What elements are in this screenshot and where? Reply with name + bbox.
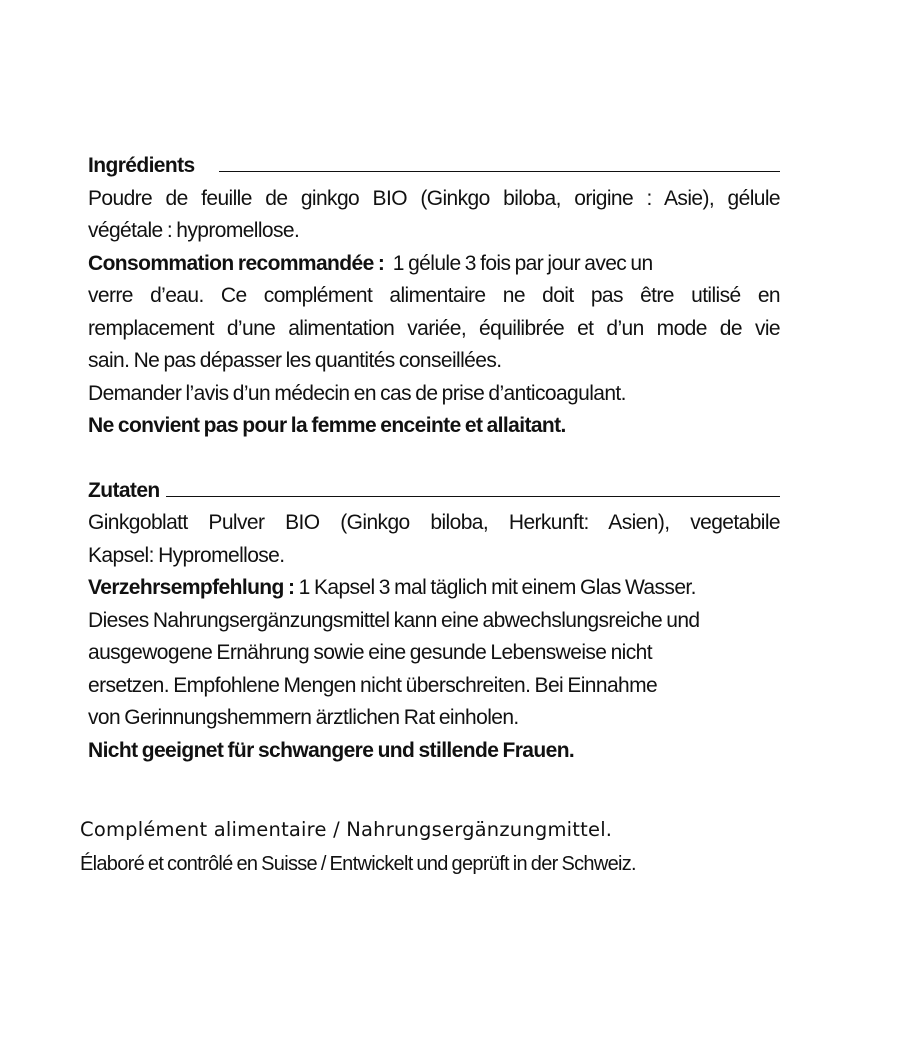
german-usage-label: Verzehrsempfehlung : (88, 576, 295, 599)
german-heading-text: Zutaten (88, 478, 160, 502)
french-heading-rule (219, 171, 780, 172)
label-text-block (88, 150, 780, 767)
german-ingredients-line-2: Kapsel: Hypromellose. (88, 543, 285, 567)
french-usage-line-2: remplacement d’une alimentation variée, équilibrée et d’un mode de vie (88, 316, 780, 340)
section-spacer (88, 443, 780, 475)
french-ingredients-line-2: végétale : hypromellose. (88, 219, 300, 242)
german-usage-first-line (88, 572, 780, 605)
german-warning: Nicht geeignet für schwangere und stillende Frauen. (88, 738, 575, 762)
french-usage-first: 1 gélule 3 fois par jour avec un (392, 251, 653, 275)
german-ingredients-heading (88, 475, 780, 508)
french-usage-line-1: verre d’eau. Ce complément alimentaire ne doit pas être utilisé en (88, 284, 780, 307)
french-usage-first-line (88, 248, 780, 281)
german-ingredients-line-1: Ginkgoblatt Pulver BIO (Ginkgo biloba, Herkunft: Asien), vegetabile (88, 511, 780, 534)
german-usage-first: 1 Kapsel 3 mal täglich mit einem Glas Wasser. (298, 576, 696, 599)
footer-origin: Élaboré et contrôlé en Suisse / Entwickelt und geprüft in der Schweiz. (80, 853, 636, 875)
german-heading-rule (166, 496, 780, 497)
french-usage-label: Consommation recommandée : (88, 251, 385, 275)
german-usage-line-2: ausgewogene Ernährung sowie eine gesunde Lebensweise nicht (88, 641, 652, 664)
french-heading-text: Ingrédients (88, 154, 195, 177)
french-warning: Ne convient pas pour la femme enceinte et allaitant. (88, 414, 566, 437)
footer-product-type: Complément alimentaire / Nahrungsergänzungmittel. (80, 818, 613, 841)
german-usage-line-4: von Gerinnungshemmern ärztlichen Rat einholen. (88, 706, 519, 729)
german-usage-line-3: ersetzen. Empfohlene Mengen nicht überschreiten. Bei Einnahme (88, 673, 658, 697)
german-usage-line-1: Dieses Nahrungsergänzungsmittel kann eine abwechslungsreiche und (88, 608, 700, 632)
french-usage-line-4: Demander l’avis d’un médecin en cas de prise d’anticoagulant. (88, 381, 626, 405)
french-ingredients-heading (88, 150, 780, 183)
french-ingredients-line-1: Poudre de feuille de ginkgo BIO (Ginkgo biloba, origine : Asie), gélule (88, 186, 780, 210)
french-usage-line-3: sain. Ne pas dépasser les quantités conseillées. (88, 349, 502, 372)
